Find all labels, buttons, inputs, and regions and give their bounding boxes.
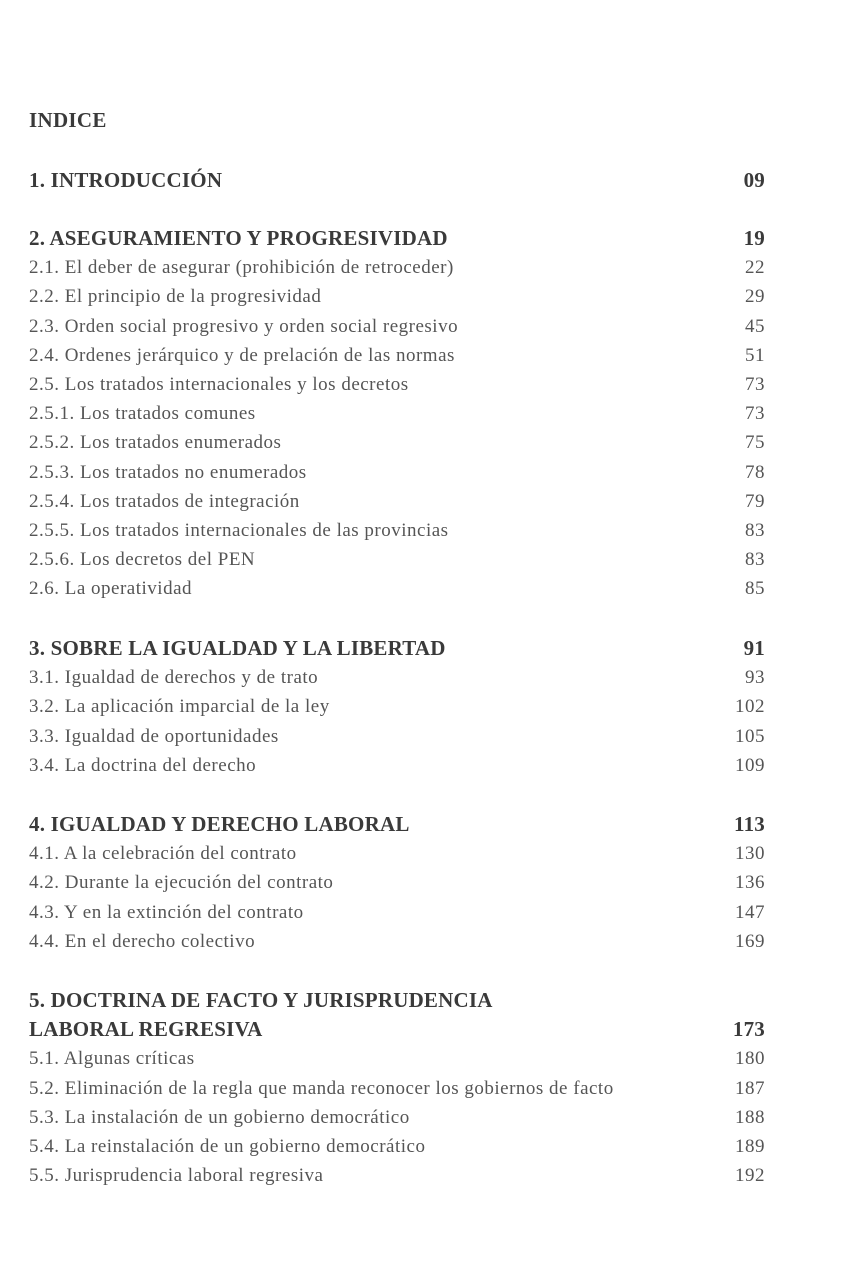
toc-heading-page: 113: [734, 812, 765, 836]
toc-entry-label: 5.1. Algunas críticas: [29, 1048, 195, 1070]
toc-entry-label: 3.4. La doctrina del derecho: [29, 754, 257, 776]
toc-entry: [29, 1132, 765, 1161]
toc-entry-page: 189: [735, 1135, 765, 1157]
toc-entry-page: 169: [735, 930, 765, 952]
toc-entry: [29, 341, 765, 370]
toc-entry: [29, 751, 765, 780]
toc-entry: [29, 516, 765, 545]
toc-entry-label: 5.4. La reinstalación de un gobierno democrático: [29, 1135, 426, 1157]
toc-entry-label: 5.5. Jurisprudencia laboral regresiva: [29, 1165, 324, 1187]
toc-entry-label: 4.2. Durante la ejecución del contrato: [29, 872, 334, 894]
toc-entry-page: 85: [745, 578, 765, 600]
toc-entry: [29, 1161, 765, 1190]
toc-entry-page: 75: [745, 432, 765, 454]
toc-entry-page: 102: [735, 696, 765, 718]
toc-entry-label: 4.4. En el derecho colectivo: [29, 930, 256, 952]
toc-entry-page: 180: [735, 1048, 765, 1070]
toc-section-2: [29, 224, 765, 603]
toc-entry-label: 3.3. Igualdad de oportunidades: [29, 725, 279, 747]
toc-entry-page: 109: [735, 754, 765, 776]
toc-entry-page: 130: [735, 843, 765, 865]
toc-entry-page: 93: [745, 667, 765, 689]
toc-entry-page: 22: [745, 257, 765, 279]
toc-heading-page: 173: [732, 1017, 765, 1042]
toc-entry-page: 79: [745, 490, 765, 512]
toc-heading: [29, 810, 765, 839]
toc-entry: [29, 692, 765, 721]
toc-entry: [29, 839, 765, 868]
toc-entry-page: 29: [745, 286, 765, 308]
toc-entry-label: 2.2. El principio de la progresividad: [29, 286, 322, 308]
toc-heading-line1: 5. DOCTRINA DE FACTO Y JURISPRUDENCIA: [29, 988, 493, 1012]
toc-entry: [29, 312, 765, 341]
toc-entry: [29, 663, 765, 692]
toc-heading-page: 91: [743, 636, 765, 660]
toc-heading: [29, 1015, 765, 1044]
toc-entry: [29, 399, 765, 428]
toc-entry-label: 5.2. Eliminación de la regla que manda reconocer los gobiernos de facto: [29, 1077, 614, 1099]
toc-entry-page: 78: [745, 461, 765, 483]
toc-heading: [29, 166, 765, 195]
toc-entry: [29, 1074, 765, 1103]
toc-entry-page: 192: [735, 1165, 765, 1187]
toc-entry-page: 83: [745, 549, 765, 571]
toc-entry-page: 136: [735, 872, 765, 894]
toc-entry-label: 2.5.1. Los tratados comunes: [29, 403, 256, 425]
toc-entry-label: 3.1. Igualdad de derechos y de trato: [29, 667, 319, 689]
toc-section-5: [29, 986, 765, 1190]
toc-entry-page: 51: [745, 344, 765, 366]
toc-heading-label: 3. SOBRE LA IGUALDAD Y LA LIBERTAD: [29, 636, 446, 660]
toc-entry: [29, 898, 765, 927]
toc-entry-page: 83: [745, 519, 765, 541]
toc-entry: [29, 370, 765, 399]
toc-entry: [29, 722, 765, 751]
toc-section-3: [29, 634, 765, 780]
toc-entry-label: 3.2. La aplicación imparcial de la ley: [29, 696, 330, 718]
toc-entry-label: 2.5.4. Los tratados de integración: [29, 490, 300, 512]
toc-section-4: [29, 810, 765, 956]
toc-entry: [29, 574, 765, 603]
toc-heading-label: 4. IGUALDAD Y DERECHO LABORAL: [29, 812, 410, 836]
toc-entry-page: 187: [735, 1077, 765, 1099]
toc-entry-label: 2.3. Orden social progresivo y orden social regresivo: [29, 315, 459, 337]
toc-heading: [29, 634, 765, 663]
toc-entry: [29, 545, 765, 574]
toc-entry: [29, 253, 765, 282]
toc-entry: [29, 1044, 765, 1073]
toc-entry-label: 2.5.5. Los tratados internacionales de las provincias: [29, 519, 449, 541]
toc-entry-page: 105: [735, 725, 765, 747]
toc-entry-label: 2.4. Ordenes jerárquico y de prelación de las normas: [29, 344, 455, 366]
toc-entry-label: 2.5. Los tratados internacionales y los decretos: [29, 373, 409, 395]
toc-heading-label: LABORAL REGRESIVA: [29, 1017, 263, 1042]
toc-entry-label: 4.1. A la celebración del contrato: [29, 843, 297, 865]
toc-entry-page: 188: [735, 1106, 765, 1128]
toc-entry-label: 5.3. La instalación de un gobierno democrático: [29, 1106, 410, 1128]
toc-entry: [29, 458, 765, 487]
toc-heading-page: 09: [743, 168, 765, 192]
toc-entry-page: 45: [745, 315, 765, 337]
toc-entry-page: 73: [745, 403, 765, 425]
index-title: INDICE: [29, 108, 107, 132]
toc-entry-page: 73: [745, 373, 765, 395]
toc-entry: [29, 487, 765, 516]
toc-entry: [29, 927, 765, 956]
toc-heading-page: 19: [743, 226, 765, 250]
toc-entry: [29, 428, 765, 457]
toc-entry-label: 2.5.3. Los tratados no enumerados: [29, 461, 307, 483]
toc-entry-label: 2.5.2. Los tratados enumerados: [29, 432, 282, 454]
toc-entry: [29, 1103, 765, 1132]
toc-entry: [29, 868, 765, 897]
toc-heading-label: 2. ASEGURAMIENTO Y PROGRESIVIDAD: [29, 226, 448, 250]
toc-entry-label: 2.6. La operatividad: [29, 578, 193, 600]
toc-entry-label: 2.5.6. Los decretos del PEN: [29, 549, 256, 571]
toc-entry: [29, 282, 765, 311]
toc-entry-page: 147: [735, 901, 765, 923]
toc-heading-label: 1. INTRODUCCIÓN: [29, 168, 223, 192]
toc-section-1: [29, 166, 765, 195]
toc-heading: [29, 224, 765, 253]
toc-entry-label: 2.1. El deber de asegurar (prohibición de retroceder): [29, 257, 454, 279]
toc-entry-label: 4.3. Y en la extinción del contrato: [29, 901, 304, 923]
